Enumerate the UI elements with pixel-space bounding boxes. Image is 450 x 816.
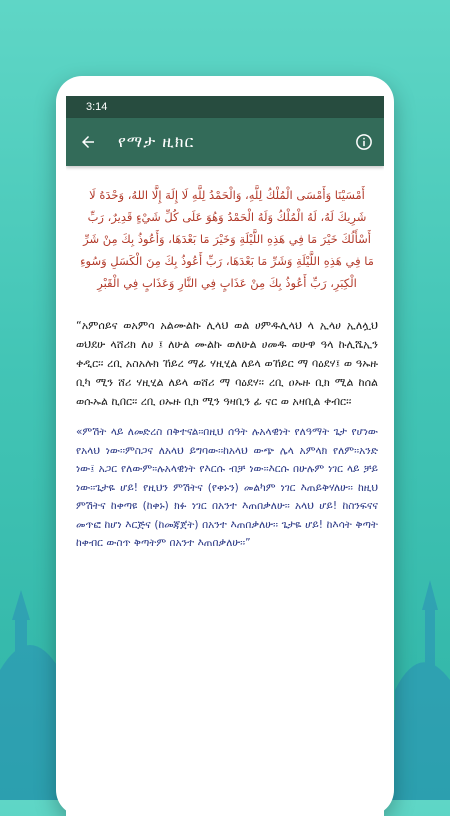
- transliteration-text: “አምሰይና ወአምሳ አልሙልኩ ሊላህ ወል ሀምዱሊላህ ላ ኢላሀ ኢለሏህ ወህደሁ ላሸሪክ ለሀ ፤ ለሁል ሙልኩ ወለሁል ሀመዱ ወሁዋ ዓላ ኩሊሼኢን ቀዲር፡፡ ረቢ አስአሉክ ኸይረ ማፊ ሃዚሂል ለይላ ወኸይር ማ ባዕደሃ፤ ወ ዓኡዙ ቢካ ሚን ሸሪ ሃዚሂል ለይላ ወሸሪ ማ ባዕደሃ፡፡ ረቢ ዐኡዙ ቢክ ሚል ከሰል ወሱኡል ኪበር፡፡ ረቢ ዐኡዙ ቢክ ሚን ዓዛቢን ፊ ናር ወ አዛቢል ቀብር፡፡: [76, 319, 378, 408]
- back-button[interactable]: [66, 133, 110, 151]
- info-icon: [355, 133, 373, 151]
- app-screen: [66, 96, 384, 816]
- arabic-text: أَمْسَيْنَا وَأَمْسَى الْمُلْكُ لِلَّهِ، وَالْحَمْدُ لِلَّهِ لَا إِلَهَ إِلَّا اللهُ، وَحْدَهُ لَا شَرِيكَ لَهُ، لَهُ الْمُلْكُ وَلَهُ الْحَمْدُ وَهُوَ عَلَى كُلِّ شَيْءٍ قَدِيرٌ، رَبِّ أَسْأَلُكَ خَيْرَ مَا فِي هَذِهِ اللَّيْلَةِ وَخَيْرَ مَا بَعْدَهَا، وَأَعُوذُ بِكَ مِنْ شَرِّ مَا فِي هَذِهِ اللَّيْلَةِ وَشَرِّ مَا بَعْدَهَا، رَبِّ أَعُوذُ بِكَ مِنَ الْكَسَلِ وَسُوءِ الْكِبَرِ، رَبِّ أَعُوذُ بِكَ مِنْ عَذَابٍ فِي النَّارِ وَعَذَابٍ فِي الْقَبْرِ: [80, 188, 374, 290]
- status-time: 3:14: [86, 101, 108, 113]
- status-bar: [66, 96, 384, 118]
- meaning-text: «ምሽት ላይ ለመድረስ በቅተናል፡፡በዚህ ሰዓት ሉአላዊነት የለዓማት ጌታ የሆነው የአላህ ነው፡፡ምስጋና ለአላህ ይግባው፡፡ከአላህ ውጭ ሌላ አምላክ የለም፡፡አንድ ነው፤ አጋር የለውም፡፡ሉአላዊነት የእርሱ ብቻ ነው፡፡እርሱ በሁሉም ነገር ላይ ቻይ ነው፡፡ጌታዬ ሆይ! የዚህን ምሽትና (የቀኑን) መልካም ነገር እጠይቅሃለሁ፡፡ ከዚህ ምሽትና ከቀጣዩ (ከቀኑ) ክፉ ነገር በአንተ እጠበቃለሁ፡፡ አላህ ሆይ! ከስንፍናና መጥፎ ከሆነ እርጅና (ከመጃጀት) በአንተ እጠበቃለሁ፡፡ ጌታዬ ሆይ! ከእሳት ቅጣት ከቀብር ውስጥ ቅጣትም በአንተ እጠበቃለሁ፡፡”: [76, 426, 378, 549]
- zikr-content: [66, 166, 384, 553]
- arrow-left-icon: [79, 133, 97, 151]
- app-bar: [66, 118, 384, 166]
- page-title: የማታ ዚክር: [118, 132, 195, 151]
- info-button[interactable]: [344, 133, 384, 151]
